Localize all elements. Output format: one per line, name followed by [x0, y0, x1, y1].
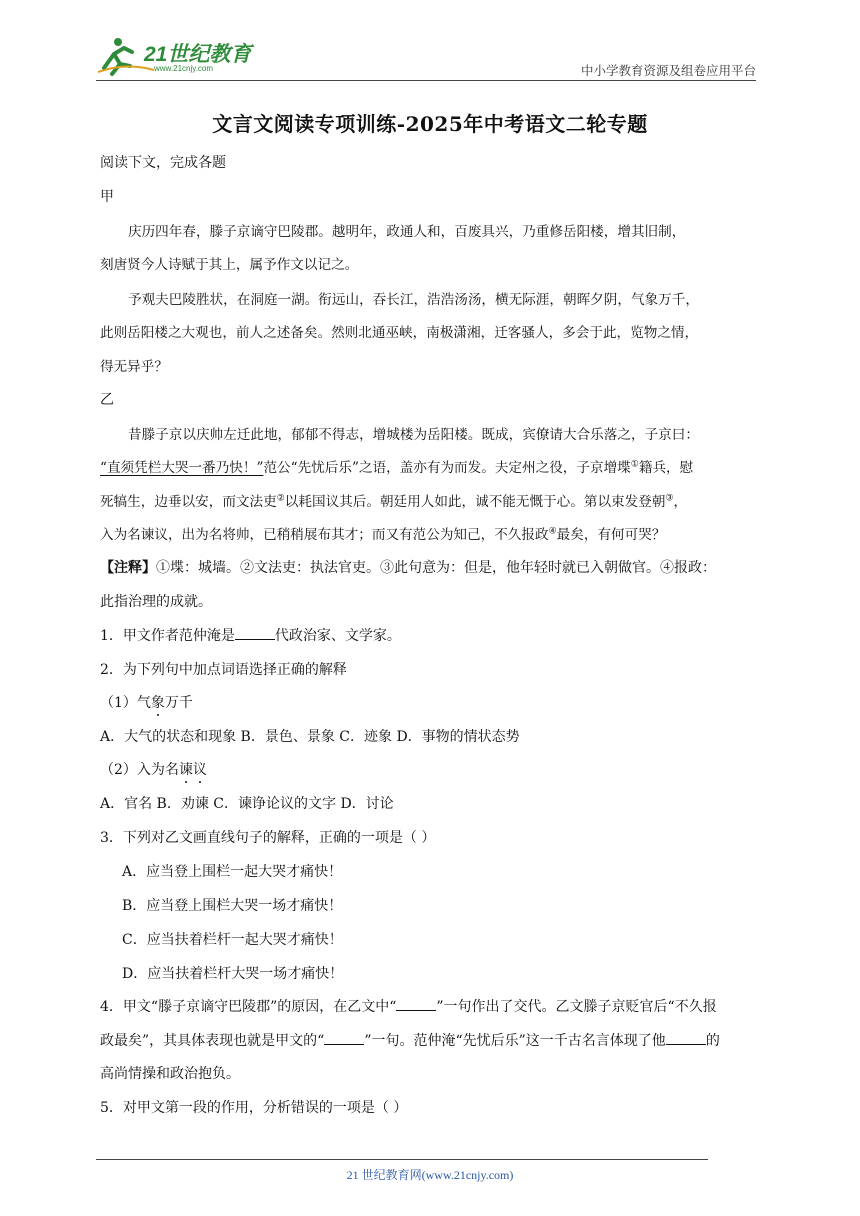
- notes-text: ①堞：城墙。②文法吏：执法官吏。③此句意为：但是，他年轻时就已入朝做官。④报政：: [156, 560, 716, 576]
- q3-option[interactable]: D．应当扶着栏杆大哭一场才痛快！: [122, 966, 344, 982]
- yi-line3: [100, 490, 764, 510]
- yi-line3-text-mid: 以耗国议其后。朝廷用人如此，诚不能无慨于心。第以束发登朝: [284, 494, 666, 510]
- question-4-line2: [100, 1030, 764, 1050]
- q2-sub1-text-end: 万千: [164, 695, 193, 711]
- label-jia: 甲: [100, 189, 114, 205]
- q1-text-end: 代政治家、文学家。: [274, 628, 401, 644]
- footer-link[interactable]: 21 世纪教育网(www.21cnjy.com): [346, 1168, 514, 1182]
- q2-sub1-text: （1）气: [100, 695, 151, 711]
- dotted-char: 谏: [178, 762, 193, 778]
- q2-sub1-options: A．大气的状态和现象 B．景色、景象 C．迹象 D．事物的情状态势: [100, 729, 520, 745]
- yi-line4-text-end: 最矣，有何可哭？: [556, 527, 666, 543]
- q4-text-cont: ”一句。范仲淹“先忧后乐”这一千古名言体现了他: [364, 1033, 666, 1049]
- question-3: 3．下列对乙文画直线句子的解释，正确的一项是（ ）: [100, 830, 436, 846]
- question-2: 2．为下列句中加点词语选择正确的解释: [100, 662, 347, 678]
- answer-blank[interactable]: [324, 1032, 364, 1045]
- footnote-ref-4: ④: [548, 526, 557, 537]
- footer-divider: [96, 1159, 708, 1160]
- q4-text: 政最矣”，其具体表现也就是甲文的“: [100, 1033, 325, 1049]
- yi-line2-text-end: 籍兵，慰: [638, 460, 694, 476]
- yi-line2: [100, 456, 764, 476]
- answer-blank[interactable]: [235, 627, 275, 640]
- q3-option[interactable]: A．应当登上围栏一起大哭才痛快！: [122, 864, 343, 880]
- q2-sub2-text: （2）入为名: [100, 762, 179, 778]
- dotted-char: 议: [192, 762, 207, 778]
- q4-text: 4．甲文“滕子京谪守巴陵郡”的原因，在乙文中“: [100, 999, 397, 1015]
- footnote-ref-1: ①: [630, 459, 639, 470]
- underlined-sentence: “直须凭栏大哭一番乃快！”: [100, 460, 264, 476]
- jia-para2-line1: 予观夫巴陵胜状，在洞庭一湖。衔远山，吞长江，浩浩汤汤，横无际涯，朝晖夕阴，气象万千，: [128, 292, 699, 308]
- footnote-ref-2: ②: [276, 493, 285, 504]
- q3-option[interactable]: C．应当扶着栏杆一起大哭才痛快！: [122, 932, 343, 948]
- q4-text-cont: ”一句作出了交代。乙文滕子京贬官后“不久报: [436, 999, 717, 1015]
- page-title: 文言文阅读专项训练-2025年中考语文二轮专题: [212, 112, 648, 136]
- intro: 阅读下文，完成各题: [100, 155, 226, 171]
- answer-blank[interactable]: [666, 1032, 706, 1045]
- jia-para2-line3: 得无异乎？: [100, 359, 168, 375]
- yi-line1: 昔滕子京以庆帅左迁此地，郁郁不得志，增城楼为岳阳楼。既成，宾僚请大合乐落之，子京曰：: [128, 427, 699, 443]
- question-5: 5．对甲文第一段的作用，分析错误的一项是（ ）: [100, 1100, 408, 1116]
- notes-label: 【注释】: [100, 560, 156, 576]
- question-4-line3: 高尚情操和政治抱负。: [100, 1066, 240, 1082]
- answer-blank[interactable]: [396, 998, 436, 1011]
- yi-line4: [100, 523, 764, 543]
- logo: [96, 34, 256, 78]
- q1-text: 1．甲文作者范仲淹是: [100, 628, 235, 644]
- yi-line4-text: 入为名谏议，出为名将帅，已稍稍展布其才；而又有范公为知己，不久报政: [100, 527, 549, 543]
- notes-line2: 此指治理的成就。: [100, 594, 212, 610]
- q2-sub2: [100, 759, 764, 779]
- platform-name: 中小学教育资源及组卷应用平台: [580, 64, 756, 78]
- jia-para2-line2: 此则岳阳楼之大观也，前人之述备矣。然则北通巫峡，南极潇湘，迁客骚人，多会于此，览物之情，: [100, 325, 699, 341]
- jia-para1-line1: 庆历四年春，滕子京谪守巴陵郡。越明年，政通人和，百废具兴，乃重修岳阳楼，增其旧制，: [128, 224, 686, 240]
- logo-text: 21世纪教育: [144, 43, 252, 66]
- q2-sub1: [100, 692, 764, 712]
- q2-sub2-options: A．官名 B．劝谏 C．谏诤论议的文字 D．讨论: [100, 796, 394, 812]
- footnote-ref-3: ③: [665, 493, 674, 504]
- q4-text-end: 的: [705, 1033, 720, 1049]
- header-divider: [96, 80, 756, 81]
- notes-line1: [100, 557, 764, 577]
- dotted-char: 象: [150, 695, 165, 711]
- yi-line3-text: 死犒生，边垂以安，而文法吏: [100, 494, 277, 510]
- question-1: [100, 625, 764, 645]
- yi-line2-text: 范公“先忧后乐”之语，盖亦有为而发。夫定州之役，子京增堞: [263, 460, 631, 476]
- logo-url: www.21cnjy.com: [154, 64, 213, 73]
- jia-para1-line2: 刻唐贤今人诗赋于其上，属予作文以记之。: [100, 257, 359, 273]
- question-4-line1: [100, 996, 764, 1016]
- yi-line3-text-end: ，: [673, 494, 688, 510]
- q3-option[interactable]: B．应当登上围栏大哭一场才痛快！: [122, 898, 343, 914]
- label-yi: 乙: [100, 392, 114, 408]
